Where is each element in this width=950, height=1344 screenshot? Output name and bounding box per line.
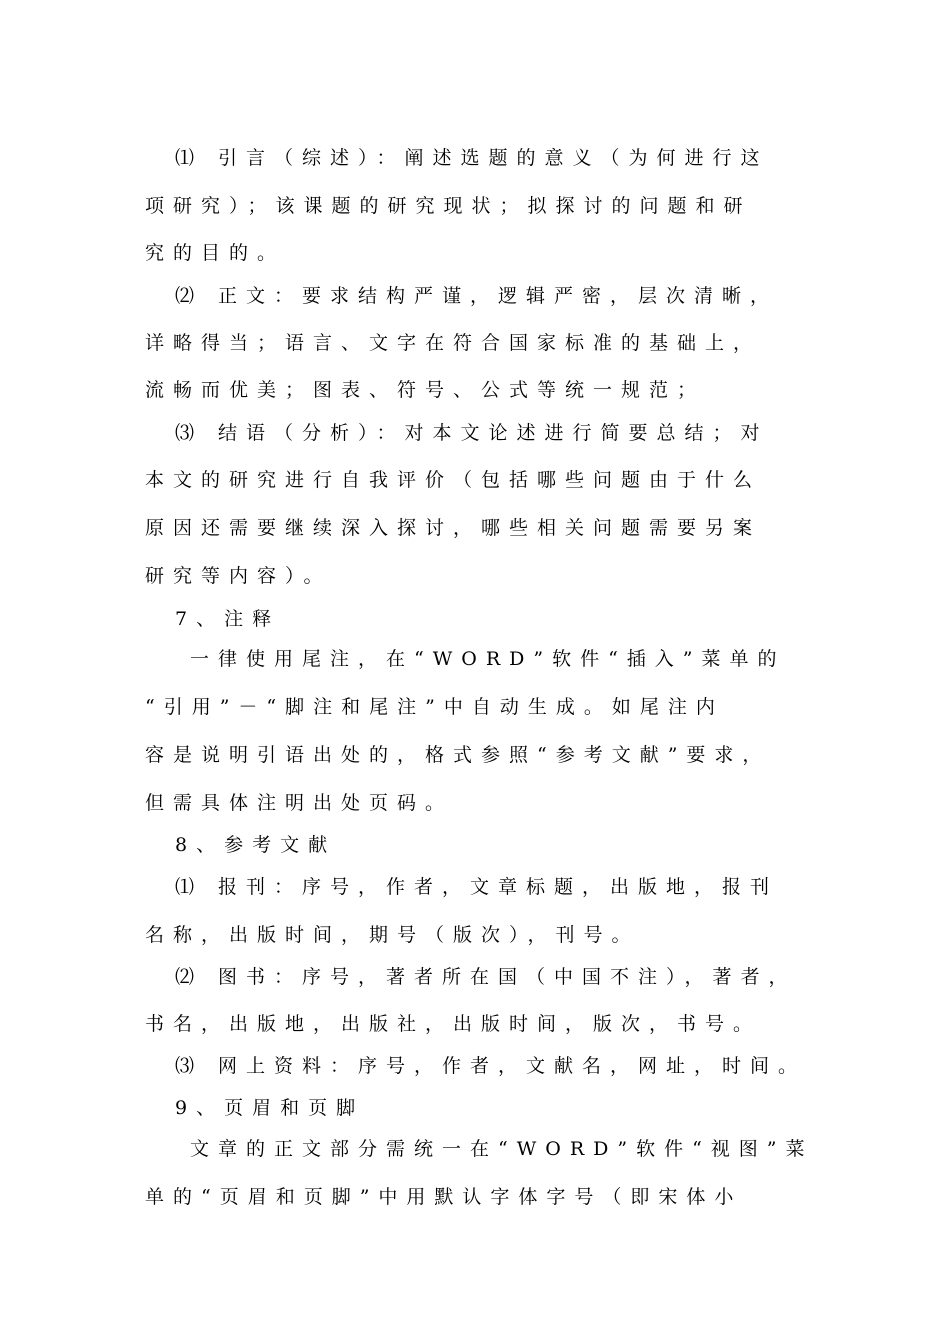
text-line: 一律使用尾注，在“WORD”软件“插入”菜单的 xyxy=(190,648,786,670)
text-line: ⑵ 正文：要求结构严谨，逻辑严密，层次清晰， xyxy=(175,285,779,307)
text-line: 但需具体注明出处页码。 xyxy=(145,792,454,814)
text-line: 单的“页眉和页脚”中用默认字体字号（即宋体小 xyxy=(145,1186,743,1208)
text-line: 详略得当；语言、文字在符合国家标准的基础上， xyxy=(145,332,762,354)
section-heading: 9、页眉和页脚 xyxy=(175,1097,365,1119)
text-line: 原因还需要继续深入探讨，哪些相关问题需要另案 xyxy=(145,517,762,539)
text-line: 容是说明引语出处的，格式参照“参考文献”要求， xyxy=(145,744,771,766)
text-line: ⑶ 结语（分析）：对本文论述进行简要总结；对 xyxy=(175,422,769,444)
text-line: 项研究）；该课题的研究现状；拟探讨的问题和研 xyxy=(145,195,752,217)
text-line: “引用”－“脚注和尾注”中自动生成。如尾注内 xyxy=(145,696,724,718)
text-line: ⑵ 图书：序号，著者所在国（中国不注），著者， xyxy=(175,966,797,988)
text-line: 名称，出版时间，期号（版次），刊号。 xyxy=(145,924,640,946)
text-line: 本文的研究进行自我评价（包括哪些问题由于什么 xyxy=(145,469,762,491)
text-line: 研究等内容）。 xyxy=(145,565,332,587)
section-heading: 8、参考文献 xyxy=(175,834,337,856)
text-line: 流畅而优美；图表、符号、公式等统一规范； xyxy=(145,379,706,401)
text-line: ⑴ 引言（综述）：阐述选题的意义（为何进行这 xyxy=(175,147,769,169)
text-line: 文章的正文部分需统一在“WORD”软件“视图”菜 xyxy=(190,1138,814,1160)
text-line: 书名，出版地，出版社，出版时间，版次，书号。 xyxy=(145,1013,762,1035)
text-line: ⑴ 报刊：序号，作者，文章标题，出版地，报刊 xyxy=(175,876,779,898)
text-line: 究的目的。 xyxy=(145,242,286,264)
section-heading: 7、注释 xyxy=(175,608,281,630)
text-line: ⑶ 网上资料：序号，作者，文献名，网址，时间。 xyxy=(175,1055,807,1077)
